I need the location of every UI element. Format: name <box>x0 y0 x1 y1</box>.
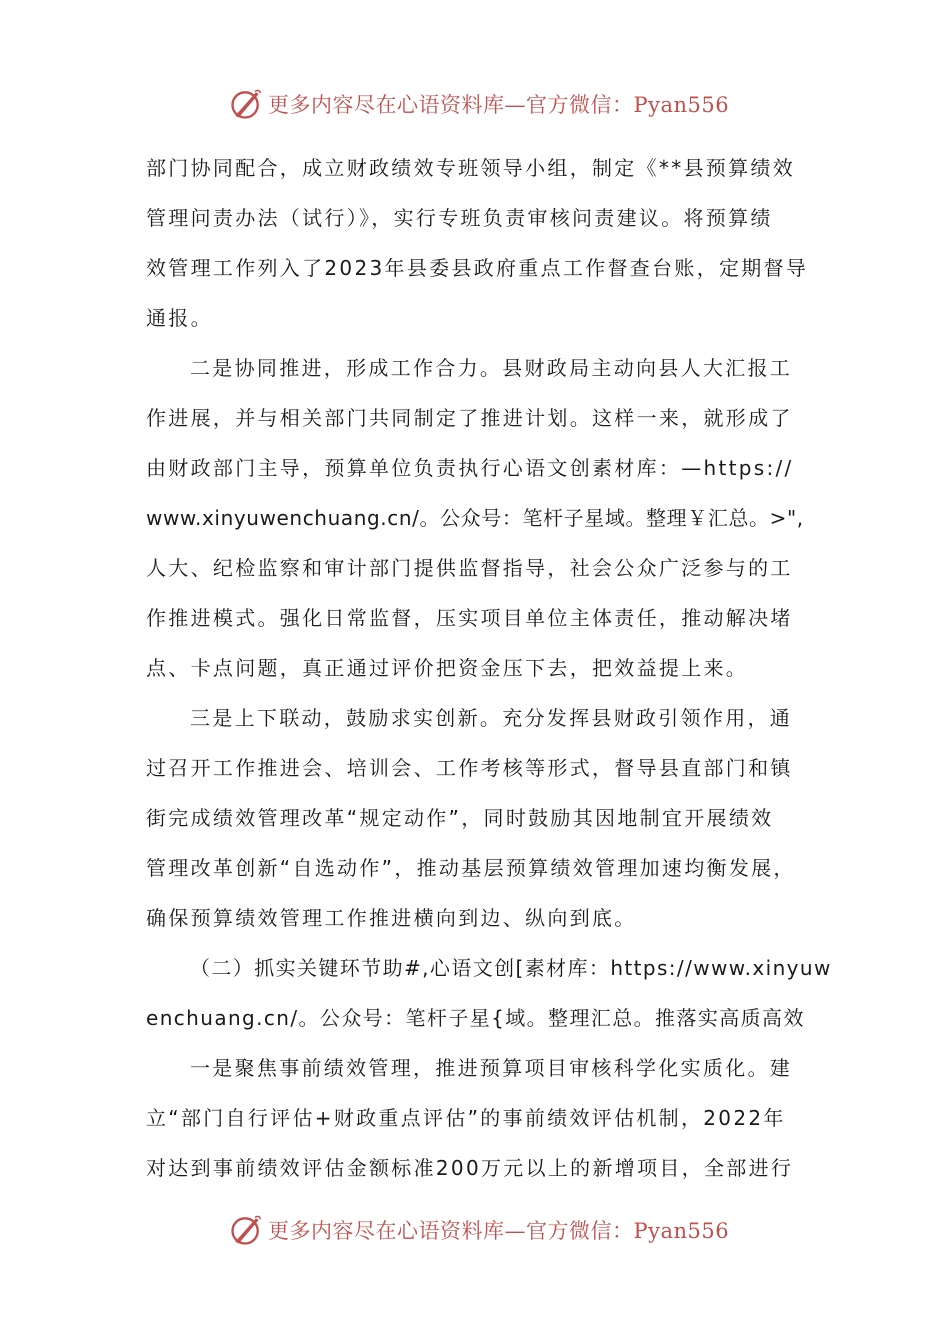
section-heading-line: enchuang.cn/。公众号：笔杆子星{域。整理汇总。推落实高质高效 <box>146 1006 805 1030</box>
body-line: 点、卡点问题，真正通过评价把资金压下去，把效益提上来。 <box>146 656 749 680</box>
pen-circle-logo-icon <box>228 1212 264 1248</box>
header-banner <box>228 84 729 124</box>
body-line: 效管理工作列入了2023年县委县政府重点工作督查台账，定期督导 <box>146 256 809 280</box>
body-line: 作进展，并与相关部门共同制定了推进计划。这样一来，就形成了 <box>146 406 793 430</box>
body-line: www.xinyuwenchuang.cn/。公众号：笔杆子星域。整理￥汇总。>", <box>146 506 804 530</box>
body-line: 管理问责办法（试行）》，实行专班负责审核问责建议。将预算绩 <box>146 206 773 230</box>
footer-banner <box>228 1210 729 1250</box>
body-line: 作推进模式。强化日常监督，压实项目单位主体责任，推动解决堵 <box>146 606 793 630</box>
body-line: 通报。 <box>146 306 213 330</box>
pen-circle-logo-icon <box>228 86 264 122</box>
footer-banner-text: 更多内容尽在心语资料库—官方微信：Pyan556 <box>268 1219 730 1243</box>
body-line: 确保预算绩效管理工作推进横向到边、纵向到底。 <box>146 906 637 930</box>
body-line: 街完成绩效管理改革“规定动作”，同时鼓励其因地制宜开展绩效 <box>146 806 774 830</box>
body-line: 部门协同配合，成立财政绩效专班领导小组，制定《**县预算绩效 <box>146 156 795 180</box>
body-line: 立“部门自行评估+财政重点评估”的事前绩效评估机制，2022年 <box>146 1106 786 1130</box>
body-line: 管理改革创新“自选动作”，推动基层预算绩效管理加速均衡发展， <box>146 856 796 880</box>
paragraph-start-line: 二是协同推进，形成工作合力。县财政局主动向县人大汇报工 <box>190 356 793 380</box>
body-line: 对达到事前绩效评估金额标准200万元以上的新增项目，全部进行 <box>146 1156 794 1180</box>
body-line: 由财政部门主导，预算单位负责执行心语文创素材库：—https:// <box>146 456 794 480</box>
body-line: 人大、纪检监察和审计部门提供监督指导，社会公众广泛参与的工 <box>146 556 793 580</box>
section-heading-line: （二）抓实关键环节助#,心语文创[素材库：https://www.xinyuw <box>190 956 832 980</box>
paragraph-start-line: 三是上下联动，鼓励求实创新。充分发挥县财政引领作用，通 <box>190 706 793 730</box>
header-banner-text: 更多内容尽在心语资料库—官方微信：Pyan556 <box>268 93 730 117</box>
paragraph-start-line: 一是聚焦事前绩效管理，推进预算项目审核科学化实质化。建 <box>190 1056 793 1080</box>
body-line: 过召开工作推进会、培训会、工作考核等形式，督导县直部门和镇 <box>146 756 793 780</box>
document-body <box>146 143 832 1193</box>
